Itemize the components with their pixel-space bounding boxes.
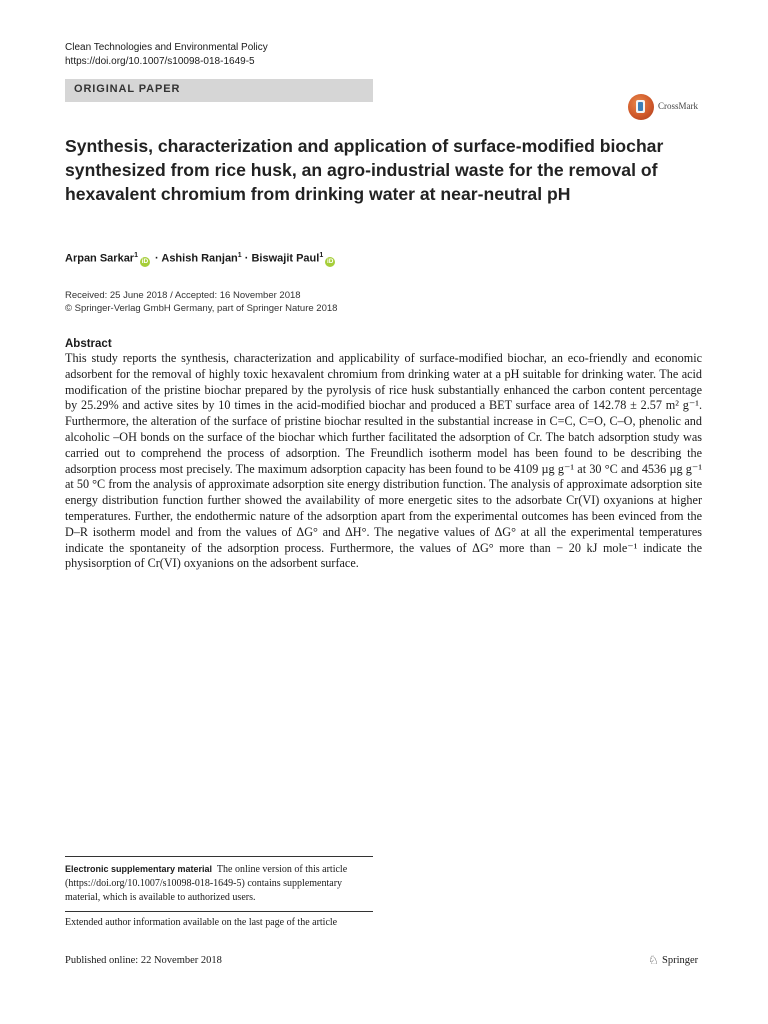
supplementary-material-label: Electronic supplementary material bbox=[65, 864, 213, 874]
author-affiliation: 1 bbox=[319, 252, 324, 259]
journal-name: Clean Technologies and Environmental Policy bbox=[65, 42, 268, 53]
author-name: Ashish Ranjan bbox=[161, 252, 238, 265]
crossmark-button[interactable] bbox=[628, 94, 706, 122]
extended-author-info-note: Extended author information available on the last page of the article bbox=[65, 917, 338, 928]
author-list bbox=[65, 249, 337, 267]
author-affiliation: 1 bbox=[134, 252, 138, 259]
supplementary-text-after: ) contains supplementary material, which is available to authorized users. bbox=[65, 878, 343, 903]
doi-link[interactable]: https://doi.org/10.1007/s10098-018-1649-5 bbox=[65, 56, 255, 67]
author-affiliation: 1 bbox=[237, 252, 242, 259]
springer-horse-icon: ♘ bbox=[648, 953, 659, 967]
supplementary-text-before: The online version of this article ( bbox=[65, 864, 348, 889]
orcid-icon[interactable]: iD bbox=[141, 257, 149, 265]
published-online-date: Published online: 22 November 2018 bbox=[65, 955, 222, 966]
received-accepted-dates: Received: 25 June 2018 / Accepted: 16 November 2018 bbox=[65, 290, 301, 301]
author-name: Arpan Sarkar bbox=[65, 252, 135, 265]
supplementary-doi-link[interactable]: https://doi.org/10.1007/s10098-018-1649-5 bbox=[68, 878, 242, 889]
author-separator: · bbox=[152, 252, 162, 265]
crossmark-icon bbox=[628, 94, 654, 120]
author-name: Biswajit Paul bbox=[251, 252, 320, 265]
publisher-logo bbox=[648, 953, 708, 969]
orcid-icon[interactable]: iD bbox=[326, 257, 334, 265]
abstract-text: This study reports the synthesis, characterization and applicability of surface-modified biochar, an eco-friendly and economic adsorbent for the removal of highly toxic hexavalent chromium from drinking water at a pH suitable for drinking water. The acid modification of the pristine biochar prepared by the pyrolysis of rice husk substantially enhanced the carbon content percentage by 25.29% and active sites by 10 times in the acid-modified biochar and produced a BET surface area of 142.78 ± 2.57 m² g⁻¹. Furthermore, the alteration of the surface of pristine biochar resulted in the substantial increase in C=C, C=O, C–O, phenolic and alcoholic –OH bonds on the surface of the biochar which further facilitated the adsorption of Cr. The batch adsorption study was carried out to comprehend the process of adsorption. The Freundlich isotherm model has been found to be describing the adsorption process most precisely. The maximum adsorption capacity has been found to be 4109 µg g⁻¹ at 30 °C and 4536 µg g⁻¹ at 50 °C from the analysis of approximate adsorption site energy distribution function. The analysis of approximate adsorption site energy distribution function further showed the availability of more energetic sites to the adsorbate Cr(VI) oxyanions at higher temperatures. Further, the endothermic nature of the adsorption apart from the experimental outcomes has been evinced from the D–R isotherm model and from the values of ΔG° and ΔH°. The negative values of ΔG° at all the experimental temperatures indicate the spontaneity of the adsorption process. Furthermore, the values of ΔG° more than − 20 kJ mole⁻¹ indicate the physisorption of Cr(VI) oxyanions on the adsorbent surface. bbox=[65, 351, 702, 571]
publisher-name: Springer bbox=[662, 955, 699, 966]
copyright-notice: © Springer-Verlag GmbH Germany, part of Springer Nature 2018 bbox=[65, 303, 338, 314]
supplementary-material-note bbox=[65, 862, 375, 905]
author-separator: · bbox=[241, 252, 252, 265]
paper-title: Synthesis, characterization and application of surface-modified biochar synthesized from rice husk, an agro-industrial waste for the removal of hexavalent chromium from drinking water at near-neutral pH bbox=[65, 136, 664, 204]
article-type-band bbox=[65, 79, 373, 102]
abstract-heading: Abstract bbox=[65, 338, 112, 350]
article-type-label: ORIGINAL PAPER bbox=[74, 83, 181, 95]
footnote-divider bbox=[65, 856, 373, 857]
crossmark-label: CrossMark bbox=[658, 101, 698, 111]
footnote-divider bbox=[65, 911, 373, 912]
